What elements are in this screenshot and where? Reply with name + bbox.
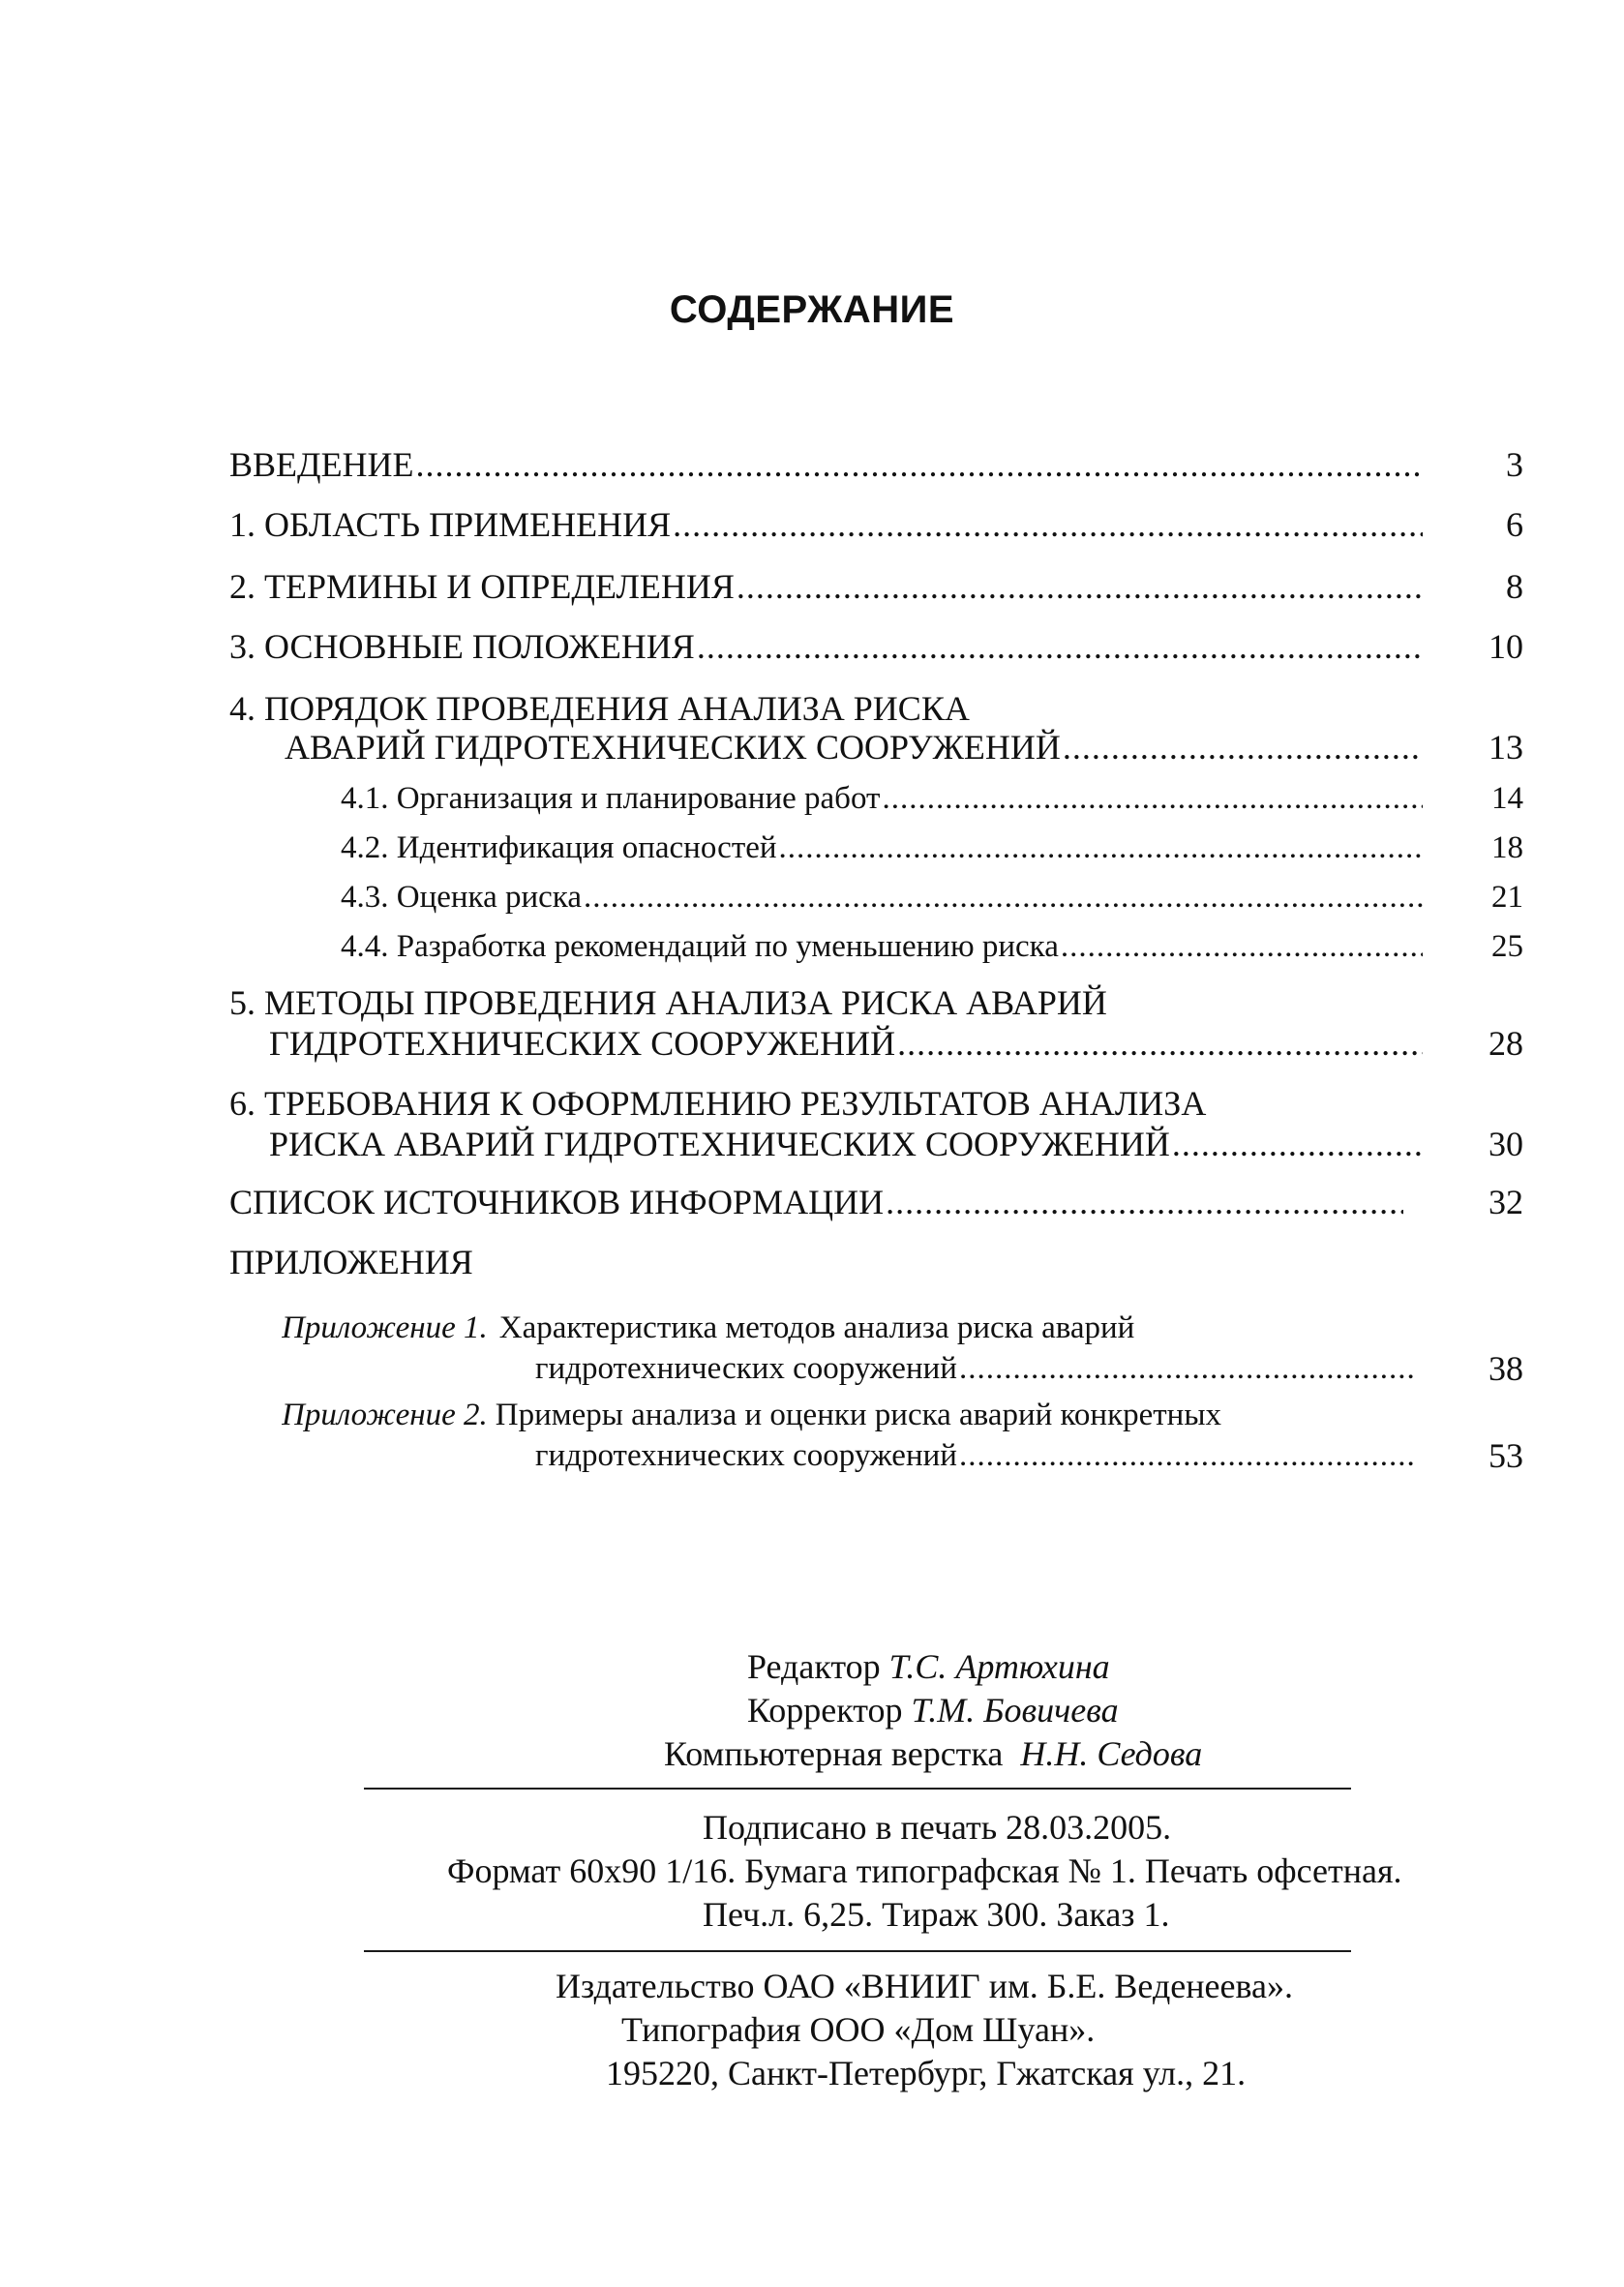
publisher-name: Издательство ОАО «ВНИИГ им. Б.Е. Веденеева».: [556, 1967, 1293, 2005]
toc-entry-label: гидротехнических сооружений: [535, 1438, 957, 1473]
toc-entry-label: 4.2. Идентификация опасностей: [341, 830, 777, 865]
print-signed: Подписано в печать 28.03.2005.: [703, 1808, 1172, 1847]
toc-page-number: 18: [1491, 830, 1523, 865]
toc-entry-label: 6. ТРЕБОВАНИЯ К ОФОРМЛЕНИЮ РЕЗУЛЬТАТОВ АНАЛИЗА: [229, 1084, 1207, 1123]
toc-page-number: 21: [1491, 880, 1523, 915]
toc-entry-2: [229, 565, 1423, 608]
leader-dots: [959, 1434, 1413, 1477]
leader-dots: [1063, 726, 1423, 768]
toc-entry-label: 2. ТЕРМИНЫ И ОПРЕДЕЛЕНИЯ: [229, 567, 735, 606]
toc-page-number: 53: [1489, 1436, 1523, 1475]
print-run: Печ.л. 6,25. Тираж 300. Заказ 1.: [703, 1895, 1170, 1934]
toc-entry-4-4: [341, 925, 1423, 968]
toc-entry-label: Примеры анализа и оценки риска аварий конкретных: [495, 1398, 1222, 1432]
toc-entry-label: гидротехнических сооружений: [535, 1351, 957, 1386]
leader-dots: [584, 876, 1423, 918]
toc-entry-6-line1: [229, 1082, 1423, 1125]
toc-page-number: 8: [1506, 567, 1523, 606]
divider-rule: [364, 1950, 1351, 1952]
toc-entry-label: 1. ОБЛАСТЬ ПРИМЕНЕНИЯ: [229, 505, 672, 544]
toc-entry-5-line2: [269, 1022, 1423, 1065]
credit-name: Т.С. Артюхина: [888, 1647, 1110, 1686]
credit-name: Т.М. Бовичева: [911, 1691, 1119, 1730]
toc-entry-label: 5. МЕТОДЫ ПРОВЕДЕНИЯ АНАЛИЗА РИСКА АВАРИЙ: [229, 983, 1107, 1022]
credit-name: Н.Н. Седова: [1020, 1734, 1203, 1773]
leader-dots: [673, 503, 1423, 546]
divider-rule: [364, 1788, 1351, 1790]
toc-entry-label: ГИДРОТЕХНИЧЕСКИХ СООРУЖЕНИЙ: [269, 1024, 896, 1063]
toc-entry-intro: [229, 443, 1423, 486]
leader-dots: [882, 777, 1423, 820]
leader-dots: [897, 1022, 1423, 1065]
page-title: СОДЕРЖАНИЕ: [669, 288, 955, 331]
toc-page-number: 25: [1491, 929, 1523, 964]
toc-entry-1: [229, 503, 1423, 546]
toc-entry-label: 4.4. Разработка рекомендаций по уменьшению риска: [341, 929, 1059, 964]
toc-entry-label: 4.1. Организация и планирование работ: [341, 781, 881, 816]
toc-entry-5-line1: [229, 981, 1423, 1024]
toc-entry-label: АВАРИЙ ГИДРОТЕХНИЧЕСКИХ СООРУЖЕНИЙ: [285, 728, 1061, 767]
publisher-address: 195220, Санкт-Петербург, Гжатская ул., 21.: [606, 2054, 1247, 2092]
credit-editor: [747, 1645, 1110, 1688]
toc-page-number: 30: [1489, 1125, 1523, 1163]
toc-entry-appendix-2-line2: [535, 1434, 1413, 1477]
leader-dots: [1061, 925, 1423, 968]
toc-entry-4-line1: [229, 687, 1423, 730]
toc-entry-4-1: [341, 777, 1423, 820]
appendix-tag: Приложение 1.: [282, 1310, 488, 1345]
credit-role: Редактор: [747, 1647, 881, 1686]
credit-role: Компьютерная верстка: [664, 1734, 1004, 1773]
leader-dots: [416, 443, 1423, 486]
toc-page-number: 6: [1506, 505, 1523, 544]
toc-entry-appendix-1-line1: [282, 1307, 1423, 1349]
toc-entry-4-line2: [285, 726, 1423, 768]
leader-dots: [737, 565, 1423, 608]
toc-entry-label: ВВЕДЕНИЕ: [229, 445, 414, 484]
toc-entry-label: 4.3. Оценка риска: [341, 880, 582, 915]
credit-role: Корректор: [747, 1691, 903, 1730]
toc-entry-label: 4. ПОРЯДОК ПРОВЕДЕНИЯ АНАЛИЗА РИСКА: [229, 689, 970, 728]
toc-page-number: 38: [1489, 1349, 1523, 1388]
toc-entry-label: СПИСОК ИСТОЧНИКОВ ИНФОРМАЦИИ: [229, 1183, 885, 1221]
toc-entry-appendix-1-line2: [535, 1347, 1413, 1390]
toc-page-number: 13: [1489, 728, 1523, 767]
credit-proofreader: [747, 1689, 1119, 1731]
toc-entry-label: РИСКА АВАРИЙ ГИДРОТЕХНИЧЕСКИХ СООРУЖЕНИЙ: [269, 1125, 1170, 1163]
toc-page-number: 10: [1489, 627, 1523, 666]
toc-entry-appendix-2-line1: [282, 1394, 1423, 1436]
toc-entry-4-2: [341, 827, 1423, 869]
toc-entry-appendices: [229, 1241, 1423, 1283]
toc-page-number: 32: [1489, 1183, 1523, 1221]
print-format: Формат 60x90 1/16. Бумага типографская № 1. Печать офсетная.: [447, 1851, 1402, 1890]
toc-entry-label: Характеристика методов анализа риска аварий: [498, 1310, 1135, 1345]
toc-entry-label: ПРИЛОЖЕНИЯ: [229, 1243, 473, 1281]
leader-dots: [886, 1181, 1403, 1223]
leader-dots: [779, 827, 1423, 869]
leader-dots: [959, 1347, 1413, 1390]
leader-dots: [697, 625, 1423, 668]
toc-entry-6-line2: [269, 1123, 1423, 1165]
toc-entry-3: [229, 625, 1423, 668]
toc-page-number: 28: [1489, 1024, 1523, 1063]
credit-layout: [664, 1732, 1202, 1775]
toc-entry-4-3: [341, 876, 1423, 918]
toc-page-number: 14: [1491, 781, 1523, 816]
leader-dots: [1172, 1123, 1423, 1165]
toc-page-number: 3: [1506, 445, 1523, 484]
printing-house: Типография ООО «Дом Шуан».: [621, 2010, 1096, 2049]
appendix-tag: Приложение 2.: [282, 1398, 488, 1432]
toc-entry-sources: [229, 1181, 1403, 1223]
toc-entry-label: 3. ОСНОВНЫЕ ПОЛОЖЕНИЯ: [229, 627, 695, 666]
